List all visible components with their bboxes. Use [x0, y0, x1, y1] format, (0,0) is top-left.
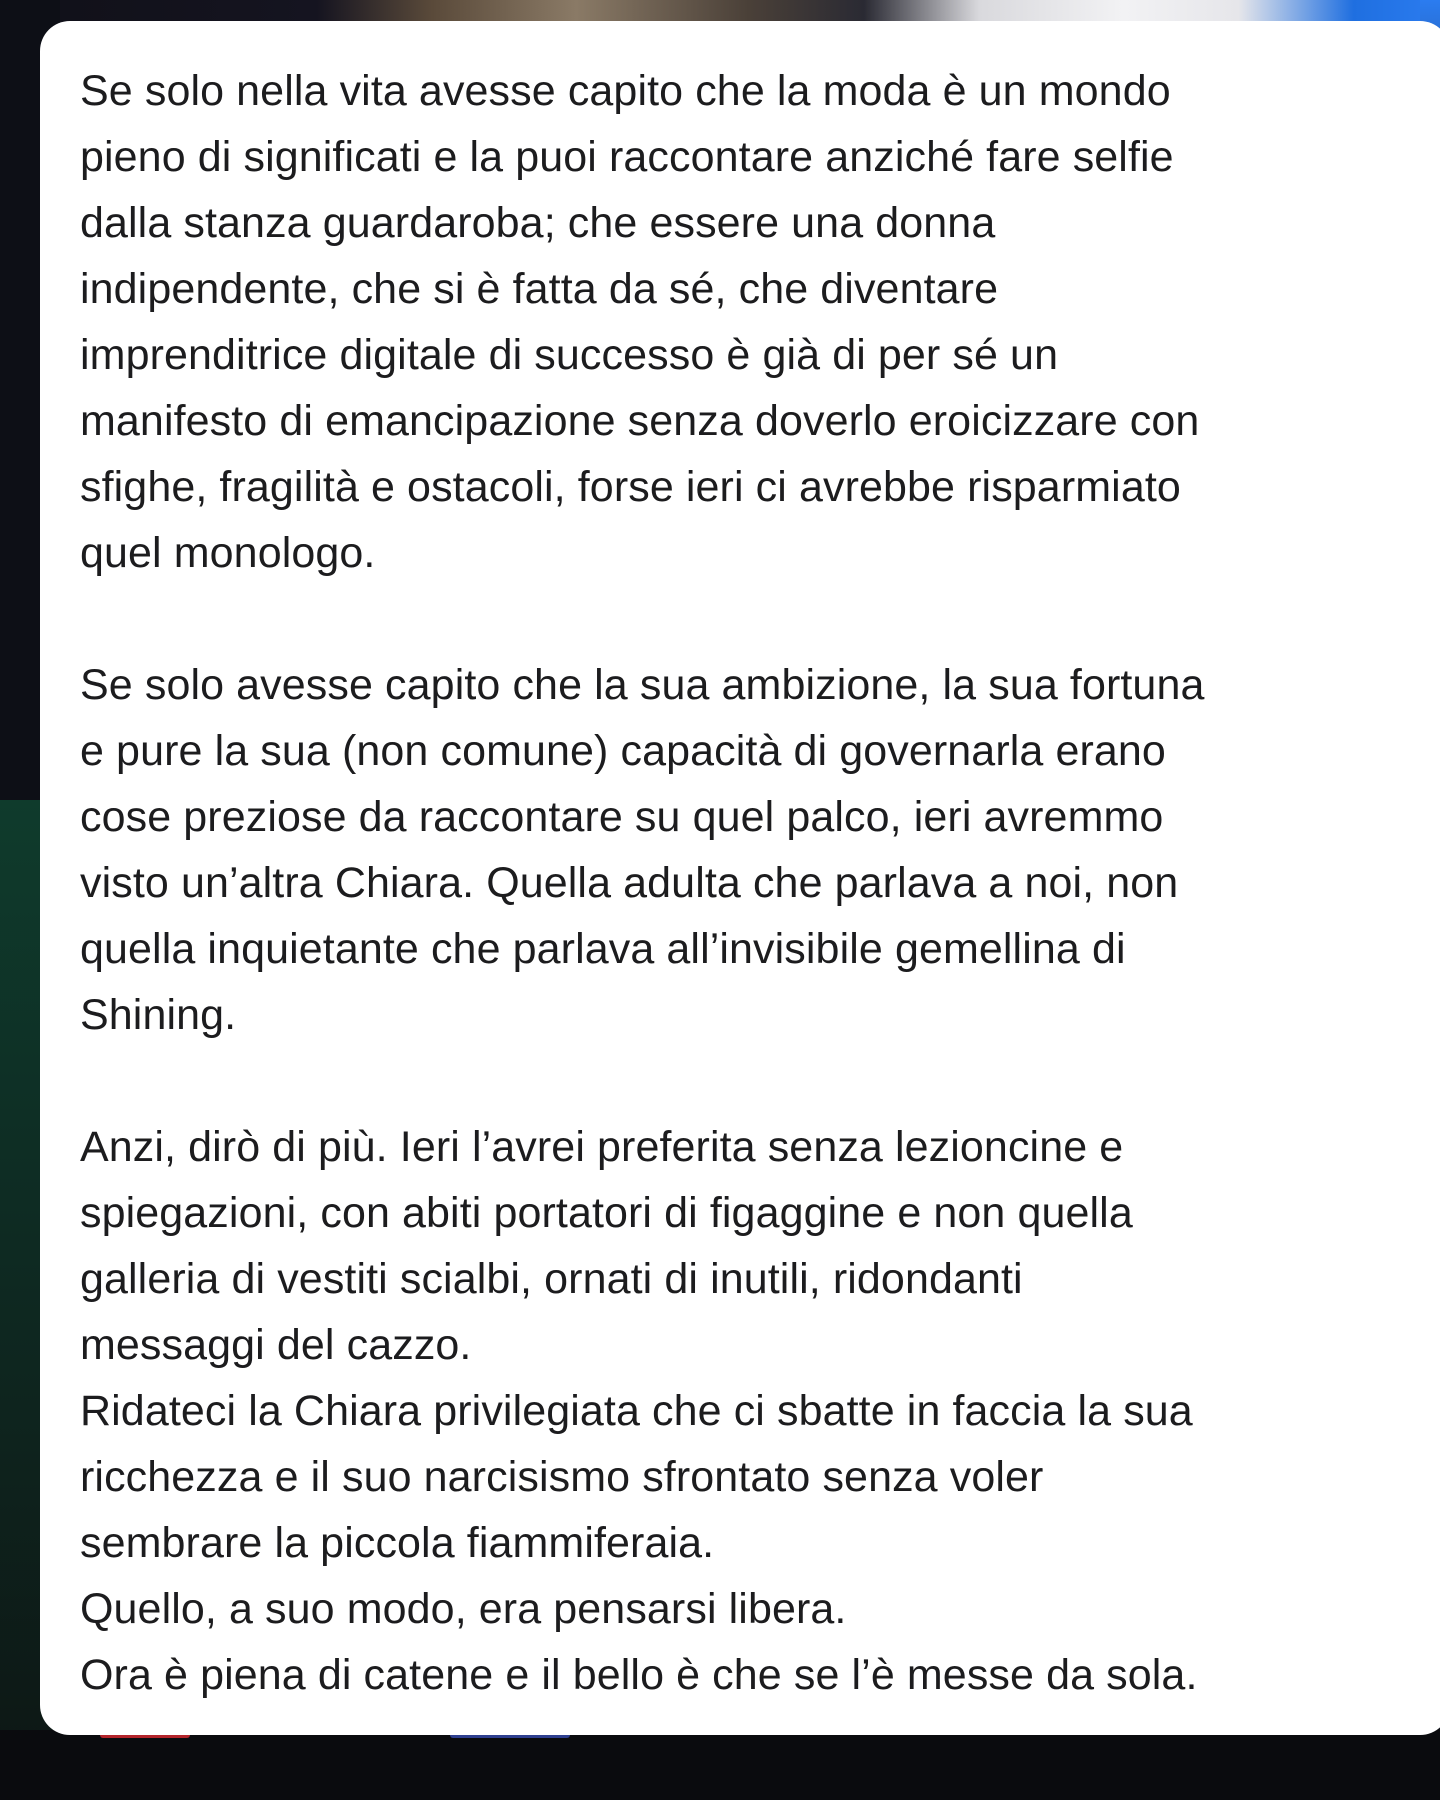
text-line: pieno di significati e la puoi raccontare anziché fare selfie: [80, 133, 1174, 181]
text-line: Ora è piena di catene e il bello è che se l’è messe da sola.: [80, 1651, 1198, 1699]
text-line: visto un’altra Chiara. Quella adulta che parlava a noi, non: [80, 859, 1179, 907]
text-line: quella inquietante che parlava all’invisibile gemellina di: [80, 925, 1126, 973]
text-line: dalla stanza guardaroba; che essere una donna: [80, 199, 996, 247]
paragraph-1: [80, 58, 1440, 586]
paragraph-3: [80, 1114, 1440, 1708]
text-line: Ridateci la Chiara privilegiata che ci sbatte in faccia la sua: [80, 1387, 1193, 1435]
text-line: cose preziose da raccontare su quel palco, ieri avremmo: [80, 793, 1164, 841]
paragraph-spacer: [80, 1048, 1440, 1114]
text-line: Se solo avesse capito che la sua ambizione, la sua fortuna: [80, 661, 1205, 709]
background-bottom: [0, 1730, 1440, 1800]
text-line: spiegazioni, con abiti portatori di figaggine e non quella: [80, 1189, 1133, 1237]
text-line: sembrare la piccola fiammiferaia.: [80, 1519, 715, 1567]
text-line: imprenditrice digitale di successo è già di per sé un: [80, 331, 1059, 379]
text-line: manifesto di emancipazione senza doverlo eroicizzare con: [80, 397, 1200, 445]
text-line: Se solo nella vita avesse capito che la moda è un mondo: [80, 67, 1171, 115]
text-line: sfighe, fragilità e ostacoli, forse ieri ci avrebbe risparmiato: [80, 463, 1181, 511]
text-line: messaggi del cazzo.: [80, 1321, 472, 1369]
text-line: Quello, a suo modo, era pensarsi libera.: [80, 1585, 847, 1633]
paragraph-spacer: [80, 586, 1440, 652]
text-line: quel monologo.: [80, 529, 376, 577]
text-line: indipendente, che si è fatta da sé, che diventare: [80, 265, 999, 313]
text-post-card: [40, 21, 1440, 1735]
text-line: galleria di vestiti scialbi, ornati di inutili, ridondanti: [80, 1255, 1023, 1303]
text-line: ricchezza e il suo narcisismo sfrontato senza voler: [80, 1453, 1044, 1501]
text-line: e pure la sua (non comune) capacità di governarla erano: [80, 727, 1166, 775]
paragraph-2: [80, 652, 1440, 1048]
text-line: Shining.: [80, 991, 237, 1039]
text-line: Anzi, dirò di più. Ieri l’avrei preferita senza lezioncine e: [80, 1123, 1124, 1171]
